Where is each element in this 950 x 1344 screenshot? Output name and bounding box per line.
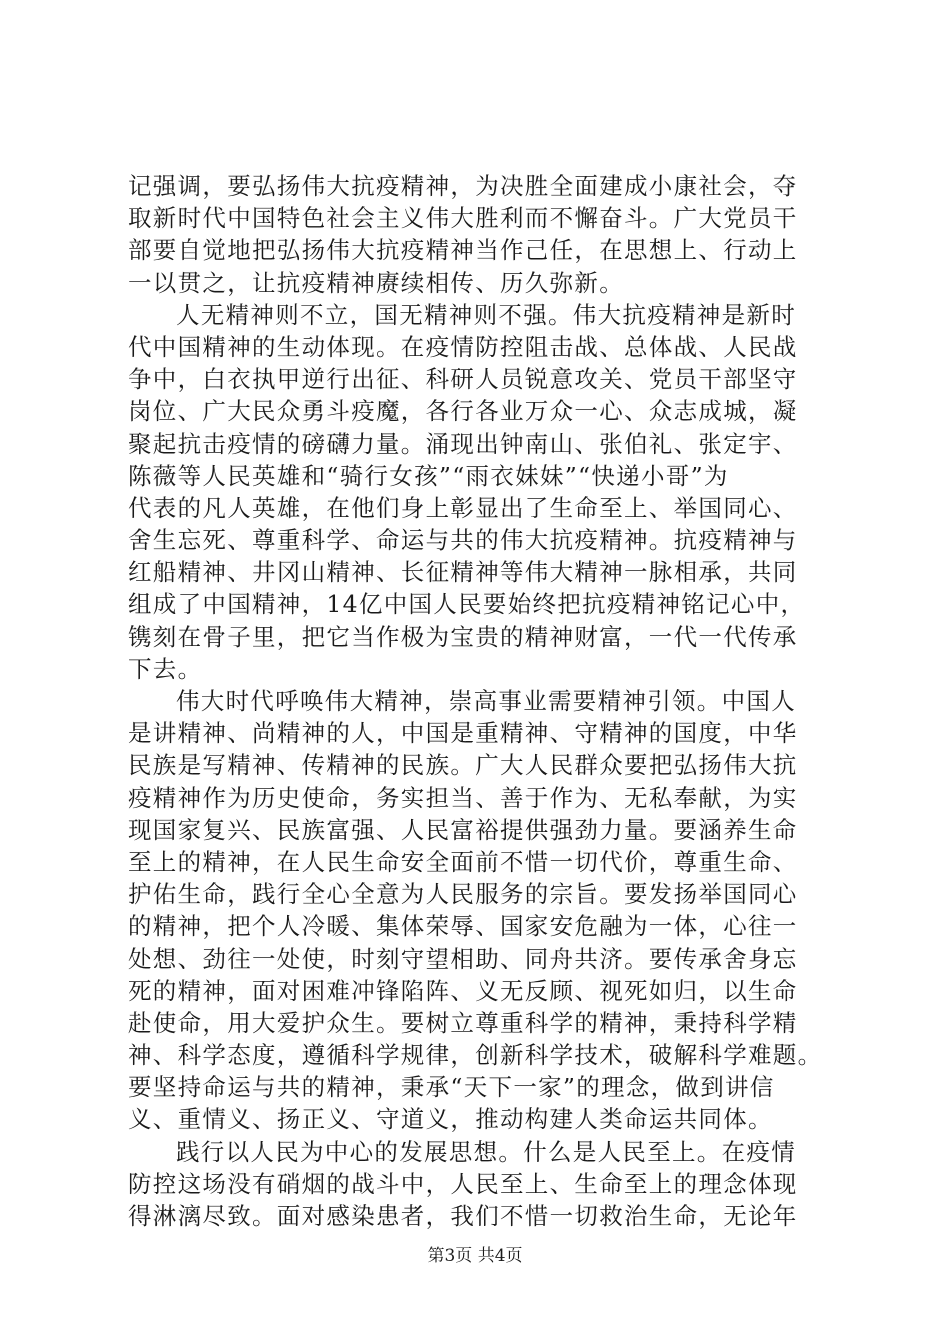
- text-line: 得淋漓尽致。面对感染患者，我们不惜一切救治生命，无论年: [128, 1202, 798, 1230]
- text-line: 人无精神则不立，国无精神则不强。伟大抗疫精神是新时: [176, 300, 796, 329]
- text-line: 的精神，把个人冷暖、集体荣辱、国家安危融为一体，心往一: [128, 912, 798, 941]
- text-line: 要坚持命运与共的精神，秉承“天下一家”的理念，做到讲信: [128, 1073, 775, 1102]
- text-line: 现国家复兴、民族富强、人民富裕提供强劲力量。要涵养生命: [128, 815, 798, 844]
- text-line: 护佑生命，践行全心全意为人民服务的宗旨。要发扬举国同心: [128, 880, 798, 909]
- page-footer: 第3页 共4页: [427, 1246, 523, 1266]
- text-line: 伟大时代呼唤伟大精神，崇高事业需要精神引领。中国人: [176, 687, 796, 715]
- text-line: 是讲精神、尚精神的人，中国是重精神、守精神的国度，中华: [128, 719, 798, 748]
- text-line: 组成了中国精神，14亿中国人民要始终把抗疫精神铭记心中，: [128, 590, 806, 619]
- text-line: 部要自觉地把弘扬伟大抗疫精神当作己任，在思想上、行动上: [128, 236, 798, 265]
- text-line: 聚起抗击疫情的磅礴力量。涌现出钟南山、张伯礼、张定宇、: [128, 429, 798, 458]
- text-line: 死的精神，面对困难冲锋陷阵、义无反顾、视死如归，以生命: [128, 976, 798, 1005]
- text-line: 神、科学态度，遵循科学规律，创新科学技术，破解科学难题。: [128, 1041, 823, 1070]
- text-line: 陈薇等人民英雄和“骑行女孩”“雨衣妹妹”“快递小哥”为: [128, 461, 729, 490]
- text-line: 争中，白衣执甲逆行出征、科研人员锐意攻关、党员干部坚守: [128, 365, 798, 394]
- text-line: 至上的精神，在人民生命安全面前不惜一切代价，尊重生命、: [128, 847, 798, 876]
- text-line: 代表的凡人英雄，在他们身上彰显出了生命至上、举国同心、: [128, 493, 798, 522]
- text-line: 下去。: [128, 654, 203, 683]
- text-line: 民族是写精神、传精神的民族。广大人民群众要把弘扬伟大抗: [128, 751, 798, 780]
- text-line: 践行以人民为中心的发展思想。什么是人民至上。在疫情: [176, 1137, 796, 1166]
- text-line: 一以贯之，让抗疫精神赓续相传、历久弥新。: [128, 268, 624, 297]
- text-line: 取新时代中国特色社会主义伟大胜利而不懈奋斗。广大党员干: [128, 204, 798, 233]
- text-line: 记强调，要弘扬伟大抗疫精神，为决胜全面建成小康社会，夺: [128, 172, 798, 200]
- text-line: 赴使命，用大爱护众生。要树立尊重科学的精神，秉持科学精: [128, 1008, 798, 1037]
- text-line: 疫精神作为历史使命，务实担当、善于作为、无私奉献，为实: [128, 783, 798, 812]
- text-line: 义、重情义、扬正义、守道义，推动构建人类命运共同体。: [128, 1105, 773, 1134]
- text-line: 舍生忘死、尊重科学、命运与共的伟大抗疫精神。抗疫精神与: [128, 526, 798, 555]
- text-line: 防控这场没有硝烟的战斗中，人民至上、生命至上的理念体现: [128, 1169, 798, 1198]
- text-line: 处想、劲往一处使，时刻守望相助、同舟共济。要传承舍身忘: [128, 944, 798, 973]
- text-line: 岗位、广大民众勇斗疫魔，各行各业万众一心、众志成城，凝: [128, 397, 798, 426]
- text-line: 镌刻在骨子里，把它当作极为宝贵的精神财富，一代一代传承: [128, 622, 798, 651]
- document-body: [128, 170, 848, 1232]
- text-line: 红船精神、井冈山精神、长征精神等伟大精神一脉相承，共同: [128, 558, 798, 587]
- text-line: 代中国精神的生动体现。在疫情防控阻击战、总体战、人民战: [128, 332, 798, 361]
